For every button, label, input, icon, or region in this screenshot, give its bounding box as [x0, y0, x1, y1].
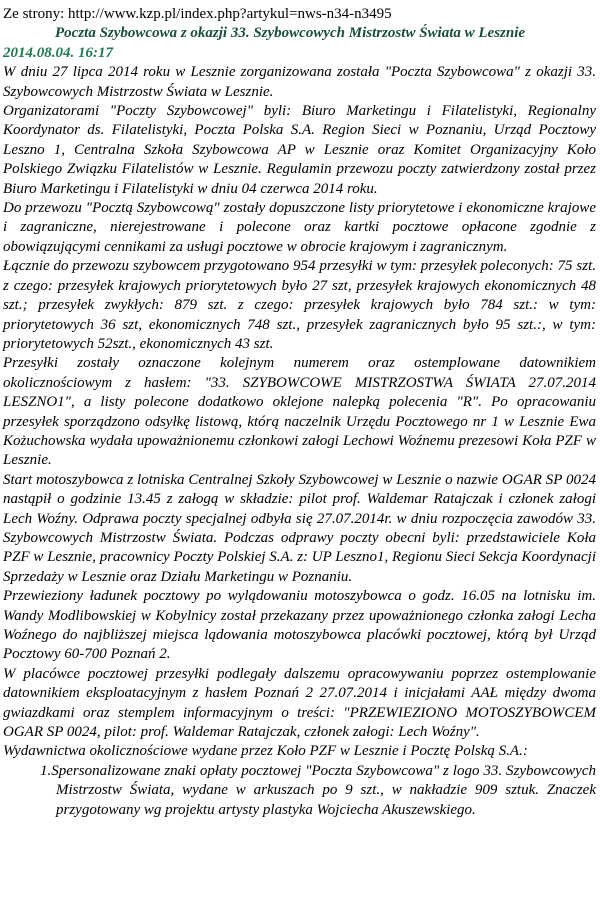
- paragraph-allowed-mail: Do przewozu "Pocztą Szybowcową" zostały dopuszczone listy priorytetowe i ekonomiczne krajowe i zagraniczne, nierejestrowane i polecone oraz kartki pocztowe opłacone zgodnie z obowiązującymi cennikami za usługi pocztowe w obrocie krajowym i zagranicznym.: [3, 200, 596, 255]
- paragraph-cargo-handover: Przewieziony ładunek pocztowy po wylądowaniu motoszybowca o godz. 16.05 na lotnisku im. Wandy Modlibowskiej w Kobylnicy został przekazany przez upoważnionego członka załogi Lecha Woźnego do najbliższej miejsca lądowania motoszybowca placówki pocztowej, którą był Urząd Pocztowy 60-700 Poznań 2.: [3, 588, 596, 663]
- paragraph-intro-event: W dniu 27 lipca 2014 roku w Lesznie zorganizowana została "Poczta Szybowcowa" z okazji 33. Szybowcowych Mistrzostw Świata w Lesznie.: [3, 64, 596, 100]
- article-body: [3, 63, 596, 820]
- paragraph-post-office-processing: W placówce pocztowej przesyłki podlegały dalszemu opracowywaniu poprzez ostemplowanie datownikiem eksploatacyjnym z hasłem Poznań 2 27.07.2014 i inicjałami AAŁ między dwoma gwiazdkami oraz stemplem informacyjnym o treści: "PRZEWIEZIONO MOTOSZYBOWCEM OGAR SP 0024, pilot: prof. Waldemar Ratajczak, członek załogi: Lech Woźny".: [3, 665, 596, 741]
- publication-list-item: 1.Spersonalizowane znaki opłaty pocztowej "Poczta Szybowcowa" z logo 33. Szybowcowych Mistrzostw Świata, wydane w arkuszach po 9 szt., w nakładzie 909 sztuk. Znaczek przygotowany wg projektu artysty plastyka Wojciecha Akuszewskiego.: [40, 762, 596, 818]
- publish-timestamp: 2014.08.04. 16:17: [3, 44, 113, 61]
- paragraph-organizers: Organizatorami "Poczty Szybowcowej" byli: Biuro Marketingu i Filatelistyki, Regionalny Koordynator ds. Filatelistyki, Poczta Polska S.A. Region Sieci w Poznaniu, Urząd Pocztowy Leszno 1, Centralna Szkoła Szybowcowa AP w Lesznie oraz Komitet Organizacyjny Koło Polskiego Związku Filatelistów w Lesznie. Regulamin przewozu poczty zatwierdzony został przez Biuro Marketingu i Filatelistyki w dniu 04 czerwca 2014 roku.: [3, 103, 596, 197]
- paragraph-mail-statistics: Łącznie do przewozu szybowcem przygotowano 954 przesyłki w tym: przesyłek poleconych: 75 szt. z czego: przesyłek krajowych priorytetowych było 27 szt, przesyłek krajowych ekonomicznych 48 szt.; przesyłek zwykłych: 879 szt. z czego: przesyłek krajowych było 784 szt.: w tym: priorytetowych 36 szt, ekonomicznych 748 szt., przesyłek zagranicznych było 95 szt.:, w tym: priorytetowych 52szt., ekonomicznych 43 szt.: [3, 258, 596, 352]
- article-title: Poczta Szybowcowa z okazji 33. Szybowcowych Mistrzostw Świata w Lesznie: [55, 25, 526, 42]
- publications-intro: Wydawnictwa okolicznościowe wydane przez Koło PZF w Lesznie i Pocztę Polską S.A.:: [3, 743, 528, 760]
- source-url-line: Ze strony: http://www.kzp.pl/index.php?artykul=nws-n34-n3495: [3, 6, 392, 22]
- paragraph-flight-start: Start motoszybowca z lotniska Centralnej Szkoły Szybowcowej w Lesznie o nazwie OGAR SP 0024 nastąpił o godzinie 13.45 z załogą w składzie: pilot prof. Waldemar Ratajczak i członek załogi Lech Woźny. Odprawa poczty specjalnej odbyła się 27.07.2014r. w dniu rozpoczęcia zawodów 33. Szybowcowych Mistrzostw Świata. Podczas odprawy poczty obecni byli: przedstawiciele Koła PZF w Lesznie, pracownicy Poczty Polskiej S.A. z: UP Leszno1, Regionu Sieci Sekcja Koordynacji Sprzedaży w Lesznie oraz Działu Marketingu w Poznaniu.: [3, 471, 596, 585]
- paragraph-postmark-details: Przesyłki zostały oznaczone kolejnym numerem oraz ostemplowane datownikiem okolicznościowym z hasłem: "33. SZYBOWCOWE MISTRZOSTWA ŚWIATA 27.07.2014 LESZNO1", a listy polecone dodatkowo oklejone nalepką polecenia "R". Po opracowaniu przesyłek sporządzono odsyłkę listową, którą naczelnik Urzędu Pocztowego nr 1 w Lesznie Ewa Kożuchowska wydała upoważnionemu członkowi załogi Lechowi Woźnemu prezesowi Koła PZF w Lesznie.: [3, 355, 596, 469]
